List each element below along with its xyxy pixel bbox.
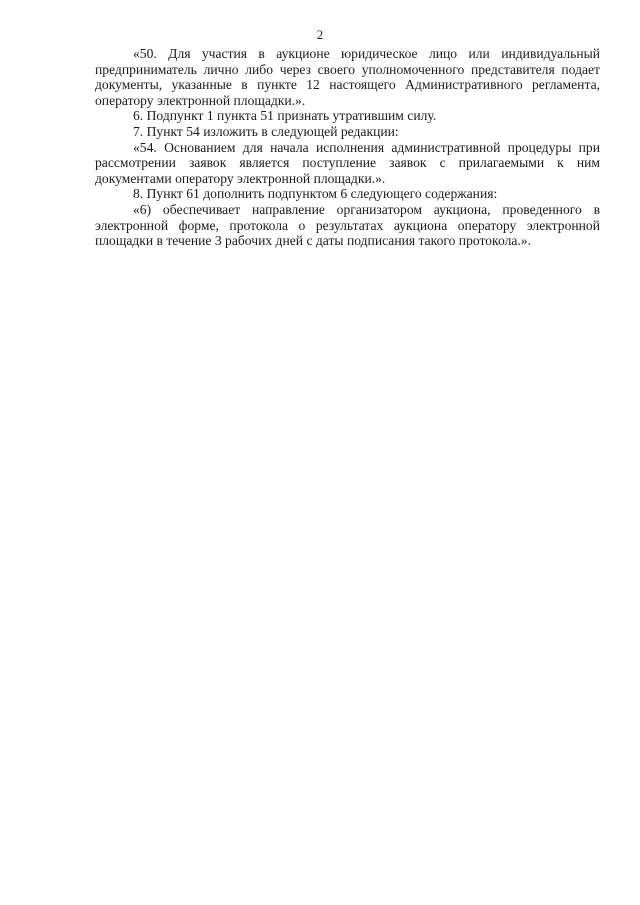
paragraph-item-8: 8. Пункт 61 дополнить подпунктом 6 следующего содержания: bbox=[133, 186, 498, 202]
document-body bbox=[95, 46, 600, 249]
paragraph-subitem-6: «6) обеспечивает направление организатором аукциона, проведенного в электронной форме, протокола о результатах аукциона оператору электронной площадки в течение 3 рабочих дней с даты подписания такого протокола.». bbox=[95, 201, 600, 249]
paragraph-item-7: 7. Пункт 54 изложить в следующей редакции: bbox=[133, 123, 399, 139]
paragraph-item-54: «54. Основанием для начала исполнения административной процедуры при рассмотрении заявок является поступление заявок с прилагаемыми к ним документами оператору электронной площадки.». bbox=[95, 139, 600, 186]
paragraph-item-50: «50. Для участия в аукционе юридическое лицо или индивидуальный предприниматель лично либо через своего уполномоченного представителя подает документы, указанные в пункте 12 настоящего Административного регламента, оператору электронной площадки.». bbox=[95, 46, 600, 108]
page-number: 2 bbox=[316, 28, 324, 42]
paragraph-item-6: 6. Подпункт 1 пункта 51 признать утратившим силу. bbox=[133, 108, 437, 124]
